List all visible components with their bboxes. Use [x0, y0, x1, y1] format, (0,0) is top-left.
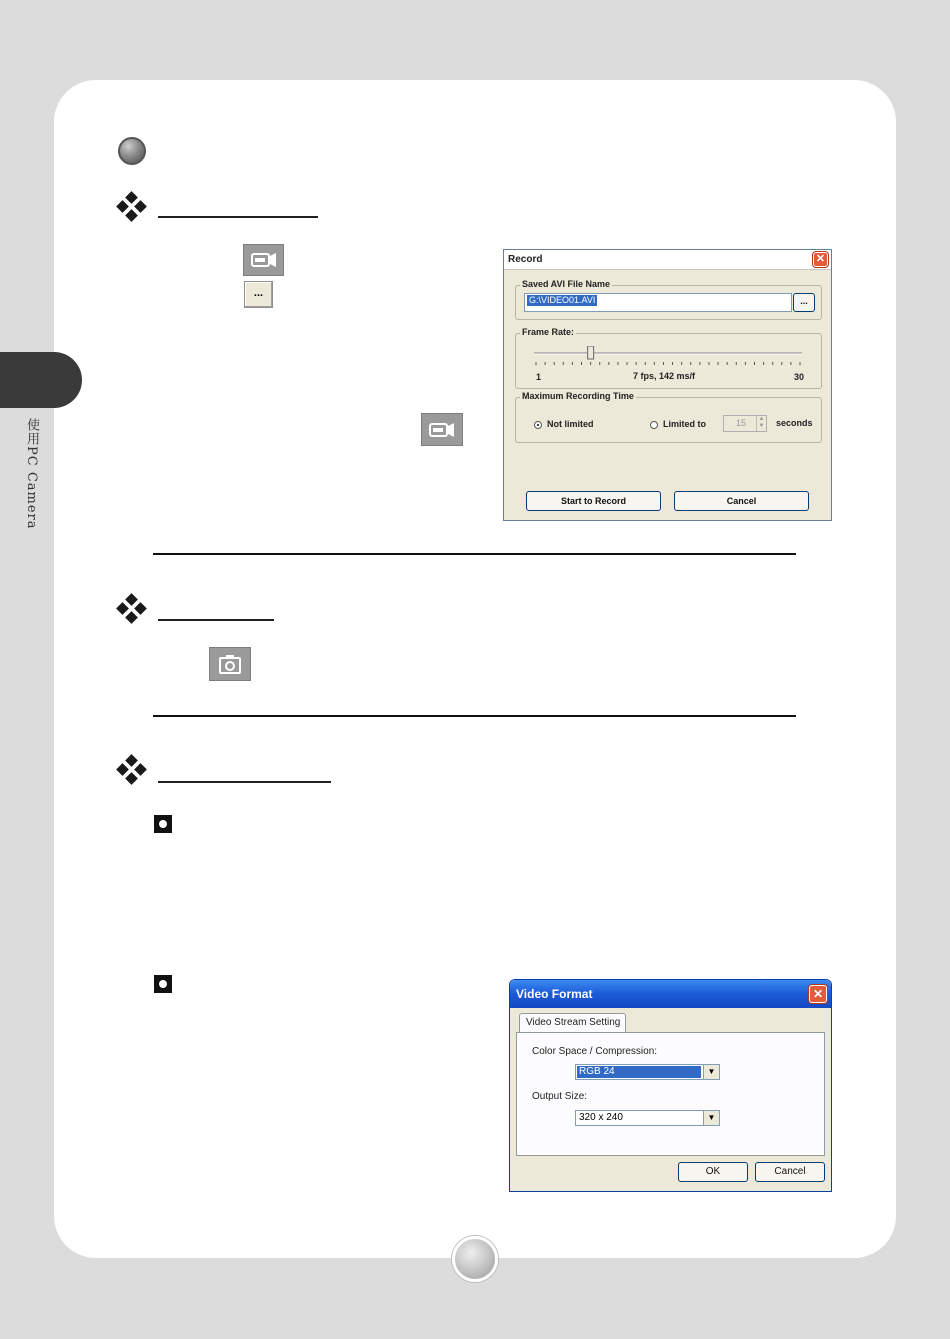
section-divider	[153, 715, 796, 717]
chapter-side-label: 使用PC Camera	[24, 418, 39, 530]
diamond-bullet-icon	[118, 756, 146, 784]
max-recording-group	[515, 391, 822, 443]
diamond-bullet-icon	[118, 595, 146, 623]
record-dialog-title: Record	[508, 254, 543, 265]
cancel-button[interactable]: Cancel	[674, 491, 809, 511]
heading-underline-format	[158, 781, 331, 783]
limit-value: 15	[736, 418, 747, 428]
color-space-value: RGB 24	[577, 1066, 701, 1078]
output-size-label: Output Size:	[532, 1091, 588, 1102]
camera-snapshot-icon[interactable]	[209, 647, 251, 681]
seconds-label: seconds	[776, 418, 813, 428]
file-name-value: G:\VIDEO01.AVI	[529, 295, 596, 305]
frame-rate-group	[515, 327, 822, 389]
slider-thumb[interactable]	[588, 346, 594, 359]
color-space-label: Color Space / Compression:	[532, 1046, 658, 1057]
spinner-arrows-icon[interactable]: ▲ ▼	[756, 416, 766, 431]
chapter-tab	[0, 352, 82, 408]
slider-min-label: 1	[536, 372, 542, 382]
limited-to-label: Limited to	[663, 419, 706, 429]
frame-rate-slider[interactable]	[532, 346, 804, 368]
tab-label: Video Stream Setting	[526, 1017, 621, 1028]
saved-file-group-label: Saved AVI File Name	[522, 279, 611, 289]
output-size-value: 320 x 240	[579, 1112, 623, 1123]
chevron-down-icon[interactable]: ▼	[703, 1065, 719, 1079]
slider-max-label: 30	[794, 372, 805, 382]
limited-to-radio[interactable]	[650, 421, 658, 429]
tab-video-stream-setting[interactable]	[519, 1013, 626, 1033]
limit-spinner[interactable]	[723, 415, 767, 432]
diamond-bullet-icon	[118, 193, 146, 221]
video-format-dialog	[509, 979, 832, 1192]
close-icon[interactable]: ✕	[813, 252, 828, 267]
close-icon[interactable]: ✕	[809, 985, 827, 1003]
max-recording-label: Maximum Recording Time	[522, 391, 634, 401]
frame-rate-label: Frame Rate:	[522, 327, 575, 337]
video-format-title: Video Format	[516, 987, 593, 1001]
video-record-icon[interactable]	[243, 244, 284, 276]
section-divider	[153, 553, 796, 555]
video-format-titlebar	[510, 980, 831, 1008]
section-bullet-ball	[118, 137, 146, 165]
start-record-button[interactable]: Start to Record	[526, 491, 661, 511]
page-number-badge	[452, 1236, 498, 1282]
file-name-input[interactable]	[524, 293, 792, 312]
chevron-down-icon[interactable]: ▼	[703, 1111, 719, 1125]
square-bullet-icon	[154, 815, 172, 833]
ok-button[interactable]: OK	[678, 1162, 748, 1182]
heading-underline-record	[158, 216, 318, 218]
saved-file-group	[515, 279, 822, 320]
browse-button-sample[interactable]: ...	[244, 281, 273, 308]
record-dialog	[503, 249, 832, 521]
video-record-icon-2[interactable]	[421, 413, 463, 446]
color-space-select[interactable]	[575, 1064, 720, 1080]
square-bullet-icon	[154, 975, 172, 993]
record-dialog-titlebar	[504, 250, 831, 270]
heading-underline-snapshot	[158, 619, 274, 621]
cancel-button[interactable]: Cancel	[755, 1162, 825, 1182]
slider-value-text: 7 fps, 142 ms/f	[633, 371, 696, 381]
tab-panel	[516, 1032, 825, 1156]
not-limited-radio[interactable]	[534, 421, 542, 429]
output-size-select[interactable]	[575, 1110, 720, 1126]
not-limited-label: Not limited	[547, 419, 594, 429]
browse-button[interactable]: ...	[793, 293, 815, 312]
